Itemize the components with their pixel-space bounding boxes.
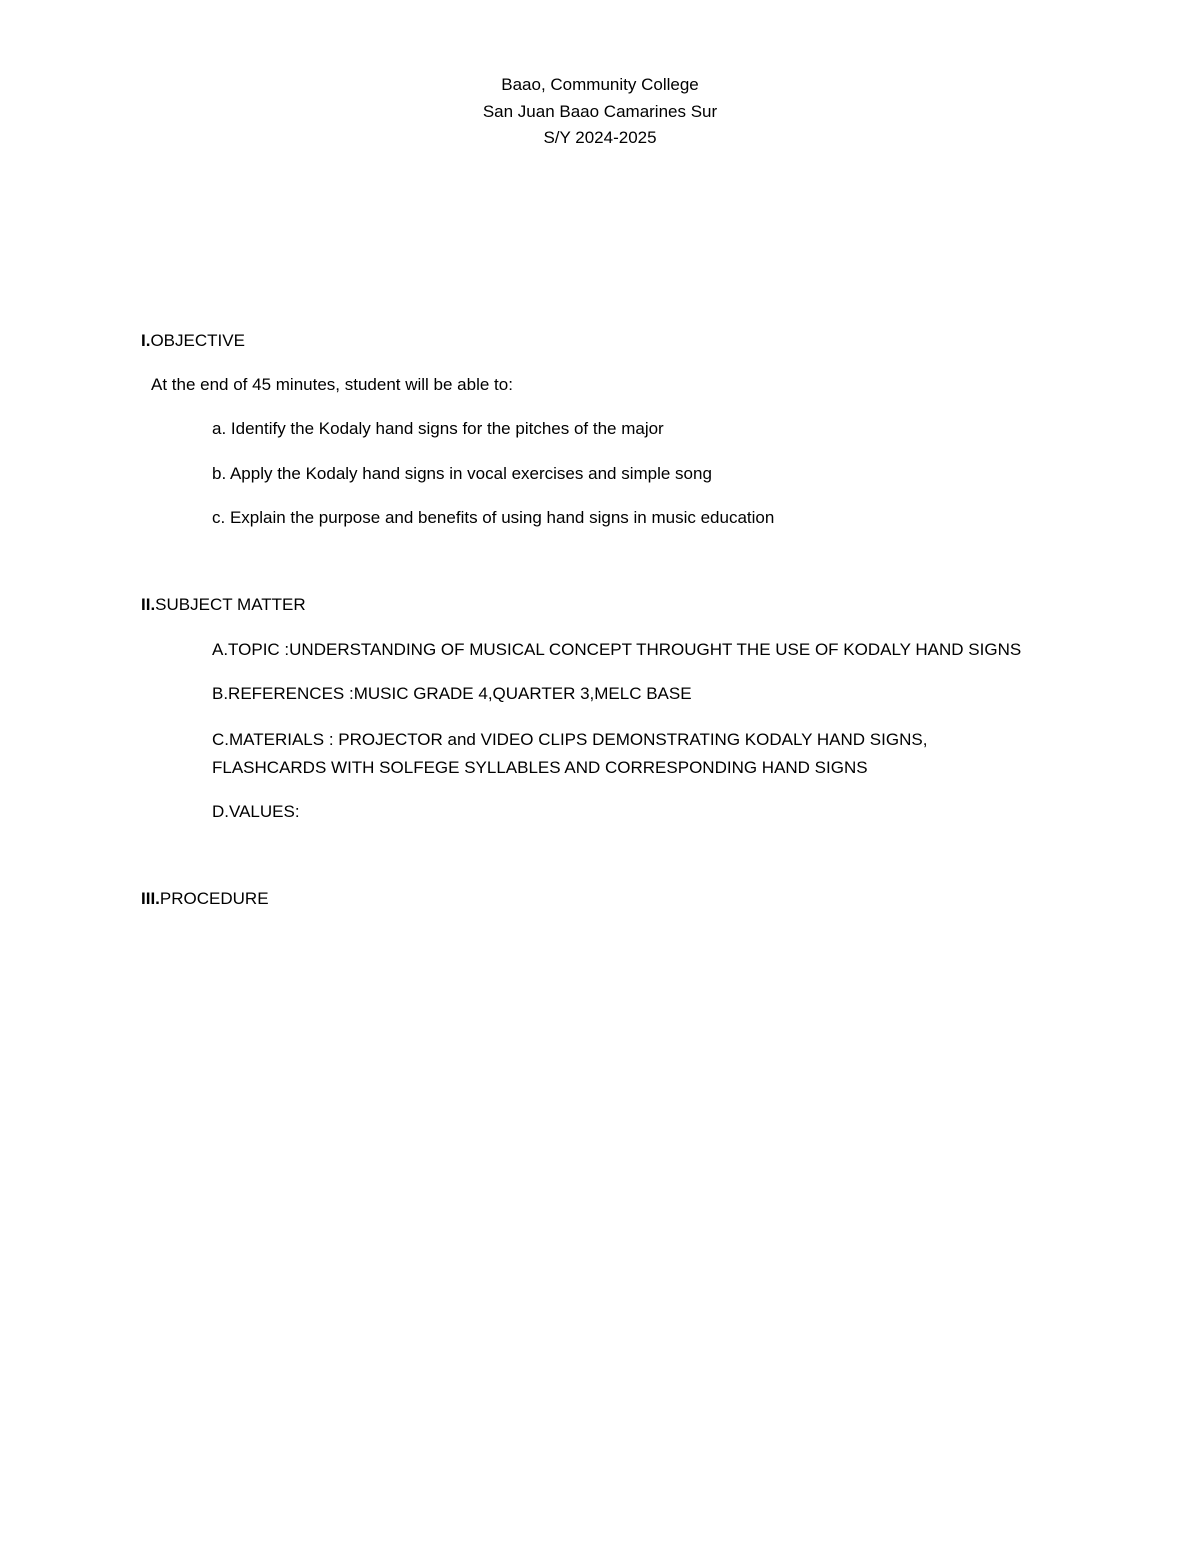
subject-materials-line-2: FLASHCARDS WITH SOLFEGE SYLLABLES AND CORRESPONDING HAND SIGNS: [212, 758, 868, 777]
objective-item-c: c. Explain the purpose and benefits of using hand signs in music education: [212, 508, 775, 527]
objective-item-a: a. Identify the Kodaly hand signs for the pitches of the major: [212, 419, 664, 438]
procedure-heading-text: PROCEDURE: [159, 889, 269, 908]
subject-topic: A.TOPIC :UNDERSTANDING OF MUSICAL CONCEPT THROUGHT THE USE OF KODALY HAND SIGNS: [212, 640, 1022, 659]
subject-matter-heading: [141, 594, 306, 616]
objective-heading-text: OBJECTIVE: [150, 331, 245, 350]
objective-item-b: b. Apply the Kodaly hand signs in vocal exercises and simple song: [212, 464, 712, 483]
subject-matter-heading-text: SUBJECT MATTER: [155, 595, 306, 614]
school-name: Baao, Community College: [501, 75, 699, 94]
objective-numeral: I.: [141, 331, 151, 350]
subject-values: D.VALUES:: [212, 802, 300, 821]
procedure-numeral: III.: [141, 889, 160, 908]
objective-intro: At the end of 45 minutes, student will be able to:: [151, 375, 513, 394]
subject-matter-numeral: II.: [141, 595, 156, 614]
subject-references: B.REFERENCES :MUSIC GRADE 4,QUARTER 3,MELC BASE: [212, 684, 692, 703]
subject-materials-line-1: C.MATERIALS : PROJECTOR and VIDEO CLIPS DEMONSTRATING KODALY HAND SIGNS,: [212, 730, 928, 749]
procedure-heading: [141, 888, 269, 910]
subject-materials: [212, 726, 1112, 782]
school-year: S/Y 2024-2025: [543, 128, 657, 147]
objective-heading: [141, 330, 245, 352]
school-address: San Juan Baao Camarines Sur: [482, 102, 718, 121]
